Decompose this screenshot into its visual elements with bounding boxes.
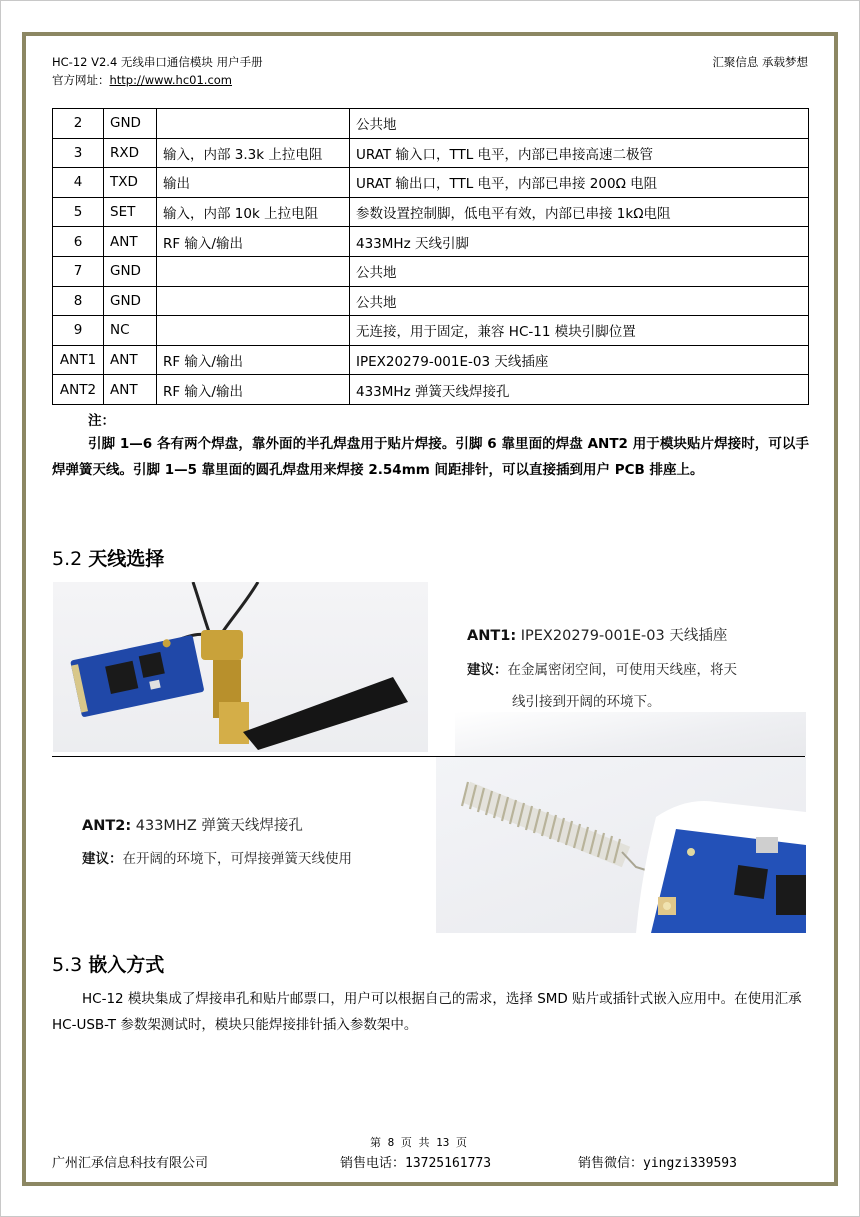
note-label: 注：: [88, 413, 115, 429]
ant1-advice-line1: 在金属密闭空间，可使用天线座，将天: [507, 662, 737, 678]
ant2-advice: [82, 844, 352, 874]
pin-desc: 公共地: [350, 256, 809, 286]
pin-table: [52, 108, 809, 405]
table-row: [53, 316, 809, 346]
table-row: [53, 345, 809, 375]
ant1-advice-label: 建议：: [467, 662, 508, 678]
ant2-title: [82, 814, 303, 835]
sales-wechat: 销售微信：yingzi339593: [578, 1156, 737, 1171]
pin-number: 6: [53, 227, 104, 257]
pin-number: ANT2: [53, 375, 104, 405]
pin-name: GND: [104, 286, 157, 316]
table-row: [53, 256, 809, 286]
pin-name: TXD: [104, 168, 157, 198]
doc-title: HC-12 V2.4 无线串口通信模块 用户手册: [52, 55, 263, 69]
pin-io: [157, 256, 350, 286]
section-number: 5.2: [52, 548, 83, 570]
table-row: [53, 375, 809, 405]
pin-number: 3: [53, 138, 104, 168]
section-title: 天线选择: [88, 548, 165, 570]
pin-name: GND: [104, 109, 157, 139]
ant1-title: [467, 624, 727, 645]
table-row: [53, 286, 809, 316]
table-row: [53, 168, 809, 198]
pin-number: ANT1: [53, 345, 104, 375]
pin-io: [157, 286, 350, 316]
table-row: [53, 227, 809, 257]
ant2-product-photo: [436, 757, 806, 933]
pin-io: [157, 109, 350, 139]
pin-desc: 公共地: [350, 286, 809, 316]
section-heading-5-3: [52, 950, 164, 977]
table-row: [53, 138, 809, 168]
pin-number: 5: [53, 197, 104, 227]
pin-name: NC: [104, 316, 157, 346]
pin-number: 8: [53, 286, 104, 316]
ant2-advice-text: 在开阔的环境下，可焊接弹簧天线使用: [122, 851, 352, 867]
pin-io: 输出: [157, 168, 350, 198]
pin-desc: 433MHz 天线引脚: [350, 227, 809, 257]
pin-number: 7: [53, 256, 104, 286]
site-label: 官方网址：: [52, 73, 110, 87]
pin-desc: URAT 输入口，TTL 电平，内部已串接高速二极管: [350, 138, 809, 168]
ant1-advice-line2: 线引接到开阔的环境下。: [512, 694, 661, 710]
table-row: [53, 109, 809, 139]
slogan: 汇聚信息 承载梦想: [712, 55, 808, 69]
ant1-spec: IPEX20279-001E-03 天线插座: [520, 628, 728, 644]
pin-io: RF 输入/输出: [157, 375, 350, 405]
pin-number: 4: [53, 168, 104, 198]
pin-io: RF 输入/输出: [157, 227, 350, 257]
pin-desc: IPEX20279-001E-03 天线插座: [350, 345, 809, 375]
section-number: 5.3: [52, 954, 83, 976]
pin-io: 输入，内部 10k 上拉电阻: [157, 197, 350, 227]
pin-name: SET: [104, 197, 157, 227]
note-body: 引脚 1—6 各有两个焊盘，靠外面的半孔焊盘用于贴片焊接。引脚 6 靠里面的焊盘 ANT2 用于模块贴片焊接时，可以手焊弹簧天线。引脚 1—5 靠里面的圆孔焊盘用来焊接 2.54mm 间距排针，可以直接插到用户 PCB 排座上。: [52, 436, 809, 478]
pin-name: ANT: [104, 227, 157, 257]
pin-desc: URAT 输出口，TTL 电平，内部已串接 200Ω 电阻: [350, 168, 809, 198]
ant1-info: [430, 600, 806, 750]
pin-desc: 无连接，用于固定，兼容 HC-11 模块引脚位置: [350, 316, 809, 346]
pin-number: 9: [53, 316, 104, 346]
ant1-advice: [467, 655, 737, 685]
section-title: 嵌入方式: [88, 954, 165, 976]
pin-name: RXD: [104, 138, 157, 168]
table-row: [53, 197, 809, 227]
ant2-advice-label: 建议：: [82, 851, 123, 867]
ant2-label: ANT2:: [82, 818, 132, 834]
ant1-product-photo: [53, 582, 428, 752]
pin-desc: 参数设置控制脚，低电平有效，内部已串接 1kΩ电阻: [350, 197, 809, 227]
pin-number: 2: [53, 109, 104, 139]
pin-desc: 公共地: [350, 109, 809, 139]
pin-name: GND: [104, 256, 157, 286]
pin-desc: 433MHz 弹簧天线焊接孔: [350, 375, 809, 405]
module-with-sma-antenna-image: [53, 582, 428, 752]
ant2-spec: 433MHZ 弹簧天线焊接孔: [135, 818, 303, 834]
page-number: 第 8 页 共 13 页: [370, 1136, 467, 1149]
section-heading-5-2: [52, 544, 164, 571]
site-link[interactable]: http://www.hc01.com: [109, 73, 233, 87]
sales-phone: 销售电话：13725161773: [340, 1156, 492, 1171]
section-5-3-body: HC-12 模块集成了焊接串孔和贴片邮票口，用户可以根据自己的需求，选择 SMD 贴片或插针式嵌入应用中。在使用汇承 HC-USB-T 参数架测试时，模块只能焊接排针插入参数架中。: [52, 991, 802, 1033]
official-site: [52, 72, 232, 88]
company-name: 广州汇承信息科技有限公司: [52, 1156, 209, 1171]
ant1-label: ANT1:: [467, 628, 517, 644]
pin-io: [157, 316, 350, 346]
module-with-spring-antenna-image: [436, 757, 806, 933]
pin-io: RF 输入/输出: [157, 345, 350, 375]
pin-io: 输入，内部 3.3k 上拉电阻: [157, 138, 350, 168]
pin-name: ANT: [104, 345, 157, 375]
pin-name: ANT: [104, 375, 157, 405]
